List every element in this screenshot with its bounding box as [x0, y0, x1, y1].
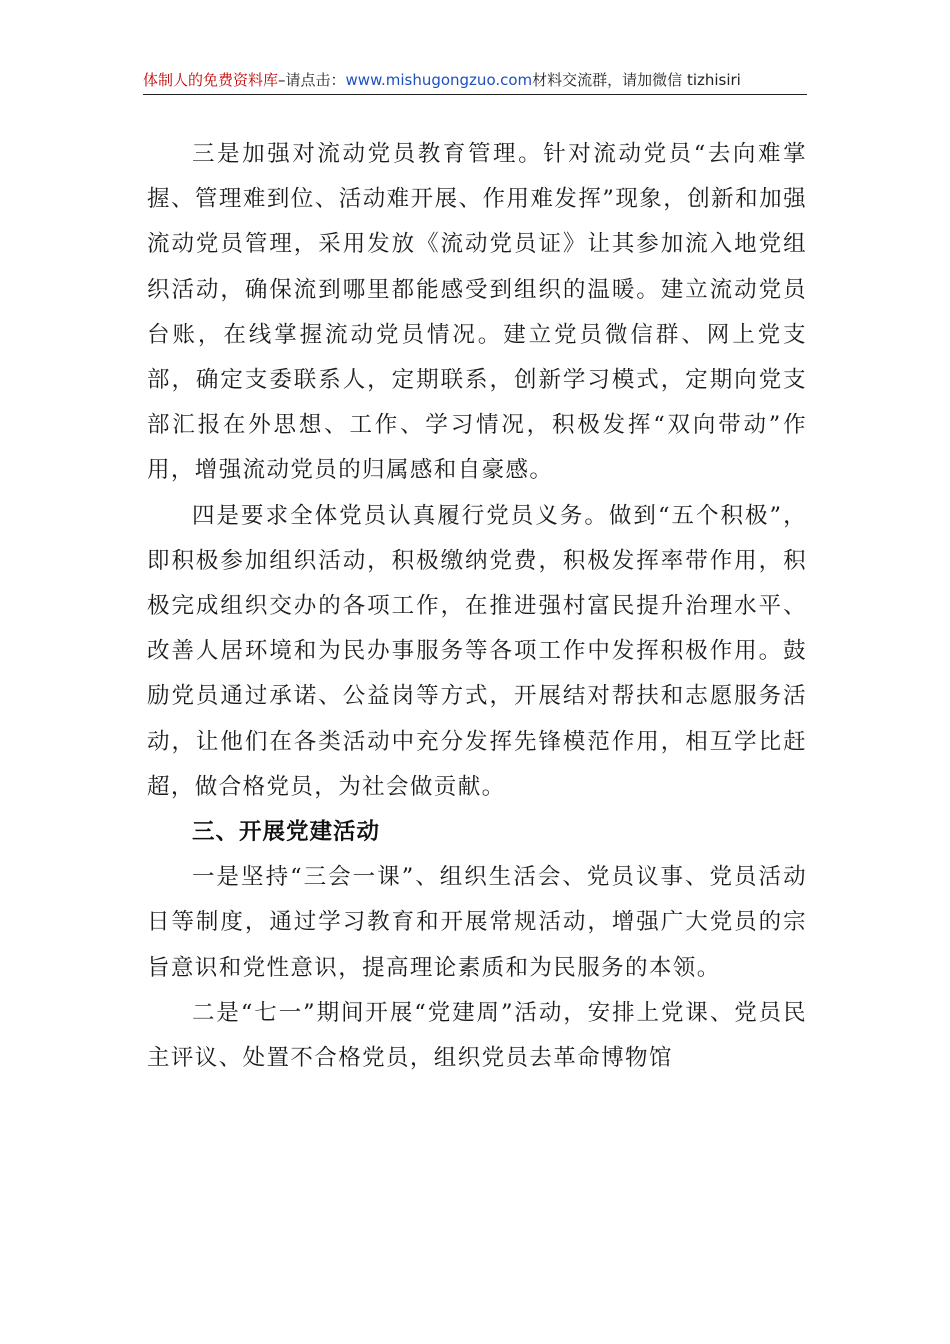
- header-group-text: 材料交流群，请加微信 tizhisiri: [532, 71, 741, 89]
- body-paragraph: 二是“七一”期间开展“党建周”活动，安排上党课、党员民主评议、处置不合格党员，组织党员去革命博物馆: [147, 999, 807, 1072]
- page-header: [143, 66, 807, 95]
- header-click-prompt: –请点击：: [278, 71, 346, 89]
- header-website-link[interactable]: www.mishugongzuo.com: [345, 71, 533, 89]
- body-paragraph: 三是加强对流动党员教育管理。针对流动党员“去向难掌握、管理难到位、活动难开展、作用难发挥”现象，创新和加强流动党员管理，采用发放《流动党员证》让其参加流入地党组织活动，确保流到哪里都能感受到组织的温暖。建立流动党员台账，在线掌握流动党员情况。建立党员微信群、网上党支部，确定支委联系人，定期联系，创新学习模式，定期向党支部汇报在外思想、工作、学习情况，积极发挥“双向带动”作用，增强流动党员的归属感和自豪感。: [147, 141, 807, 484]
- body-paragraph: 四是要求全体党员认真履行党员义务。做到“五个积极”，即积极参加组织活动，积极缴纳党费，积极发挥率带作用，积极完成组织交办的各项工作，在推进强村富民提升治理水平、改善人居环境和为民办事服务等各项工作中发挥积极作用。鼓励党员通过承诺、公益岗等方式，开展结对帮扶和志愿服务活动，让他们在各类活动中充分发挥先锋模范作用，相互学比赶超，做合格党员，为社会做贡献。: [147, 502, 807, 800]
- document-body: [147, 132, 807, 1081]
- header-library-name: 体制人的免费资料库: [143, 71, 279, 89]
- body-paragraph: 一是坚持“三会一课”、组织生活会、党员议事、党员活动日等制度，通过学习教育和开展常规活动，增强广大党员的宗旨意识和党性意识，提高理论素质和为民服务的本领。: [147, 864, 807, 981]
- section-heading: 三、开展党建活动: [192, 819, 381, 846]
